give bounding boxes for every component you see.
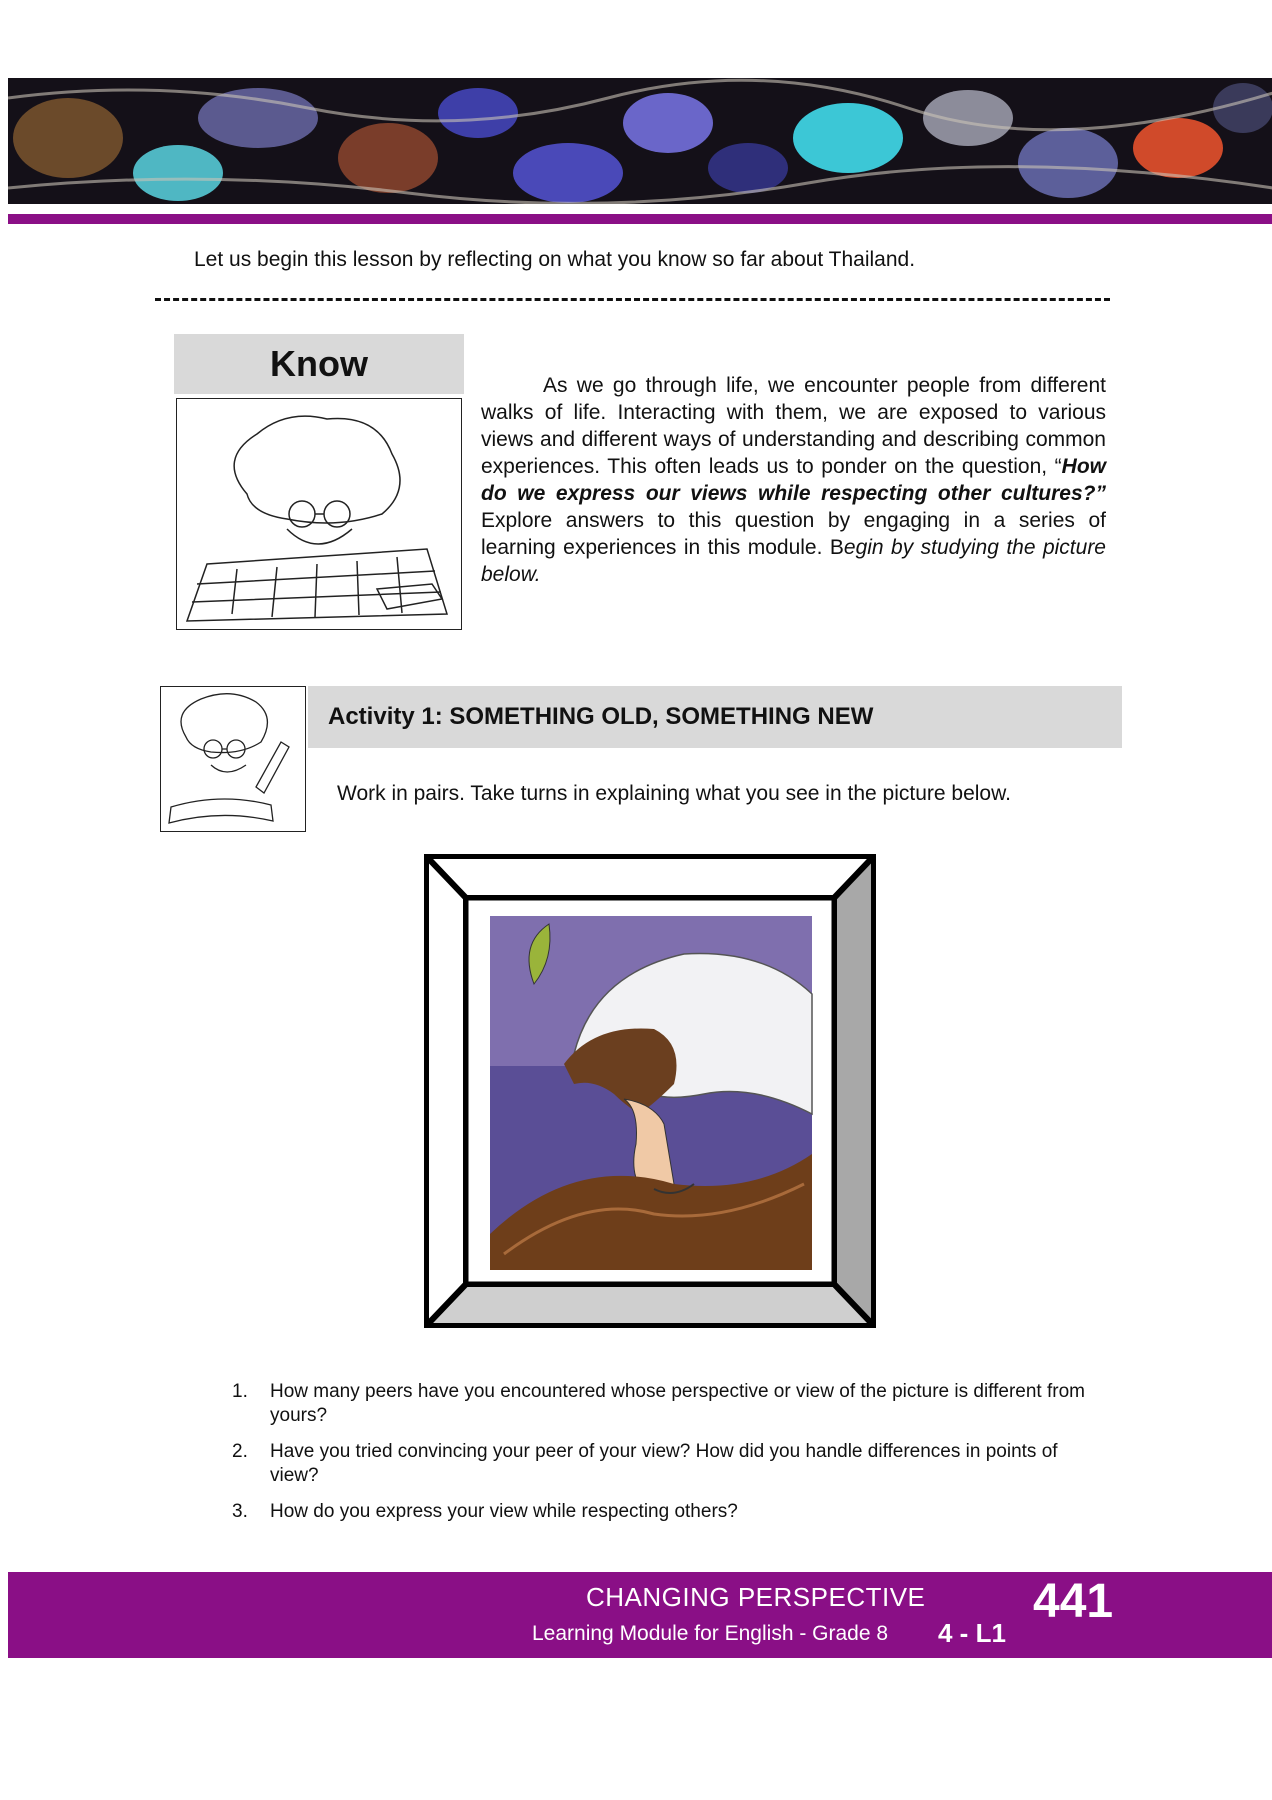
page-footer [8,1572,1272,1658]
activity-instruction: Work in pairs. Take turns in explaining what you see in the picture below. [337,782,1011,805]
know-question: How do we express our views while respecting other cultures?” [481,455,1106,505]
question-number: 2. [232,1441,248,1462]
footer-title: CHANGING PERSPECTIVE [586,1582,926,1612]
header-divider [8,214,1272,224]
list-item [232,1440,1092,1488]
question-text: How do you express your view while respecting others? [270,1501,738,1522]
question-number: 3. [232,1501,248,1522]
know-heading: Know [174,334,464,394]
batik-banner-image [8,78,1272,204]
know-paragraph-end: egin by studying the picture below. [481,536,1106,586]
child-reading-map-illustration [176,398,462,630]
activity-title: Activity 1: SOMETHING OLD, SOMETHING NEW [308,686,1122,748]
question-number: 1. [232,1381,248,1402]
list-item [232,1380,1092,1428]
page-number: 441 [1033,1575,1114,1628]
child-writing-illustration [160,686,306,832]
footer-subtitle: Learning Module for English - Grade 8 [532,1622,889,1645]
intro-text: Let us begin this lesson by reflecting on what you know so far about Thailand. [194,248,916,271]
question-text: How many peers have you encountered whose perspective or view of the picture is different from yours? [270,1381,1085,1426]
dashed-divider [155,298,1110,301]
module-code: 4 - L1 [938,1618,1006,1648]
know-paragraph-start: As we go through life, we encounter people from different walks of life. Interacting with them, we are exposed to various views and different ways of understanding and describing common experiences. This often leads us to ponder on the question, “ [481,374,1106,478]
discussion-questions [232,1380,1092,1536]
know-paragraph-mid: Explore answers to this question by engaging in a series of learning experiences in this module. B [481,509,1106,559]
list-item [232,1500,1092,1524]
know-paragraph [481,372,1106,588]
framed-illusion-picture [424,854,876,1328]
question-text: Have you tried convincing your peer of your view? How did you handle differences in points of view? [270,1441,1058,1486]
